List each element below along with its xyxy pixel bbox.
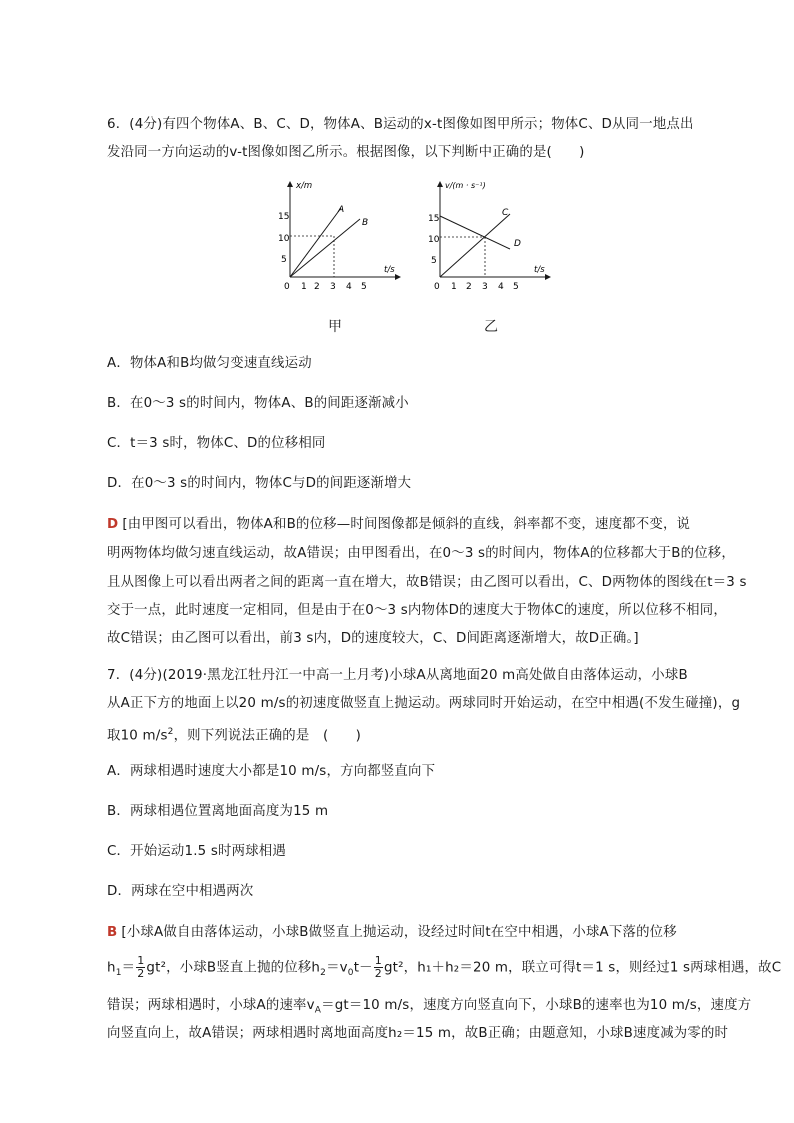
q7-stem-line1: 7．(4分)(2019·黑龙江牡丹江一中高一上月考)小球A从离地面20 m高处做自由落体运动，小球B — [107, 668, 688, 683]
jia-label-a: A — [338, 205, 345, 215]
jia-ytick-10: 10 — [278, 234, 290, 244]
q6-option-d: D．在0～3 s的时间内，物体C与D的间距逐渐增大 — [107, 476, 412, 491]
q6-explanation-line5: 故C错误；由乙图可以看出，前3 s内，D的速度较大，C、D间距离逐渐增大，故D正确。] — [107, 631, 639, 646]
jia-y-label: x/m — [296, 181, 313, 191]
q7-exp2-mid: gt²，小球B竖直上抛的位移h — [146, 960, 321, 976]
q7-frac-half-1: $\frac{1}{2}$ — [137, 954, 145, 980]
q7-exp2-sub2: 2 — [320, 968, 327, 979]
q7-stem-line2: 从A正下方的地面上以20 m/s的初速度做竖直上抛运动。两球同时开始运动，在空中相遇(不发生碰撞)，g — [107, 696, 741, 711]
q6-exp-text1: [由甲图可以看出，物体A和B的位移—时间图像都是倾斜的直线，斜率都不变，速度都不变，说 — [122, 517, 691, 532]
q6-explanation-line3: 且从图像上可以看出两者之间的距离一直在增大，故B错误；由乙图可以看出，C、D两物体的图线在t＝3 s — [107, 575, 747, 590]
q7-exp3-tail: ＝gt＝10 m/s，速度方向竖直向下，小球B的速率也为10 m/s，速度方 — [321, 998, 752, 1013]
q7-stem-line3 — [107, 724, 361, 744]
q7-stem3-pre: 取10 m/s — [107, 728, 168, 744]
q7-explanation-line3 — [107, 998, 751, 1019]
jia-label-b: B — [362, 218, 369, 228]
q7-exp3-sub: A — [314, 1005, 322, 1016]
jia-x-label: t/s — [384, 265, 395, 275]
q6-option-a: A．物体A和B均做匀变速直线运动 — [107, 356, 312, 371]
caption-yi: 乙 — [484, 319, 498, 335]
yi-ytick-5: 5 — [431, 256, 437, 266]
q7-exp2-mid3: t－ — [353, 960, 373, 976]
q7-explanation-line2 — [107, 955, 781, 981]
q6-stem-line2: 发沿同一方向运动的v-t图像如图乙所示。根据图像，以下判断中正确的是( ) — [107, 145, 585, 160]
q7-exp2-mid2: ＝v — [326, 960, 348, 976]
yi-label-c: C — [502, 208, 509, 218]
graph-yi — [418, 176, 553, 294]
yi-xtick-3: 3 — [482, 282, 488, 292]
q7-frac-half-2: $\frac{1}{2}$ — [374, 954, 382, 980]
jia-xtick-0: 0 — [284, 282, 290, 292]
q7-exp2-sub1: 1 — [115, 968, 122, 979]
jia-line-b — [290, 219, 360, 277]
q7-option-c: C．开始运动1.5 s时两球相遇 — [107, 844, 286, 859]
q7-answer-letter: B — [107, 925, 118, 940]
yi-ytick-15: 15 — [428, 214, 440, 224]
yi-x-label: t/s — [534, 265, 545, 275]
q6-option-b: B．在0～3 s的时间内，物体A、B的间距逐渐减小 — [107, 396, 409, 411]
q6-explanation-line2: 明两物体均做匀速直线运动，故A错误；由甲图看出，在0～3 s的时间内，物体A的位移都大于B的位移， — [107, 546, 735, 561]
q6-answer-letter: D — [107, 517, 119, 532]
yi-label-d: D — [514, 239, 521, 249]
q7-exp-text1: [小球A做自由落体运动，小球B做竖直上抛运动，设经过时间t在空中相遇，小球A下落的位移 — [121, 925, 677, 940]
yi-line-d — [440, 216, 510, 249]
yi-xtick-1: 1 — [451, 282, 457, 292]
q7-option-a: A．两球相遇时速度大小都是10 m/s，方向都竖直向下 — [107, 764, 436, 779]
caption-jia: 甲 — [328, 319, 342, 335]
jia-ytick-5: 5 — [281, 255, 287, 265]
yi-xtick-4: 4 — [498, 282, 504, 292]
q7-exp2-sub0: 0 — [347, 968, 354, 979]
q6-stem-line1: 6．(4分)有四个物体A、B、C、D，物体A、B运动的x-t图像如图甲所示；物体C、D从同一地点出 — [107, 117, 694, 132]
q7-exp2-eq: ＝ — [121, 960, 136, 976]
yi-y-label: v/(m · s⁻¹) — [445, 181, 486, 190]
q6-explanation-line1 — [107, 517, 690, 533]
yi-xtick-0: 0 — [434, 282, 440, 292]
q7-exp3-text: 错误；两球相遇时，小球A的速率v — [107, 998, 315, 1013]
yi-line-c — [440, 214, 510, 277]
jia-xtick-3: 3 — [330, 282, 336, 292]
q7-exp2-h1: h — [107, 960, 116, 976]
q6-option-c: C．t＝3 s时，物体C、D的位移相同 — [107, 436, 326, 451]
yi-ytick-10: 10 — [428, 235, 440, 245]
yi-xtick-5: 5 — [513, 282, 519, 292]
q7-option-b: B．两球相遇位置离地面高度为15 m — [107, 804, 329, 819]
graph-jia — [268, 176, 403, 294]
jia-xtick-1: 1 — [301, 282, 307, 292]
jia-xtick-2: 2 — [314, 282, 320, 292]
q7-stem3-sup: 2 — [167, 727, 174, 737]
q7-explanation-line1 — [107, 925, 677, 941]
q7-option-d: D．两球在空中相遇两次 — [107, 884, 254, 899]
jia-line-a — [290, 208, 341, 277]
q7-stem3-post: ，则下列说法正确的是 ( ) — [173, 728, 362, 744]
q7-explanation-line4: 向竖直向上，故A错误；两球相遇时离地面高度h₂＝15 m，故B正确；由题意知，小球B速度减为零的时 — [107, 1026, 729, 1041]
q7-exp2-tail: gt²，h₁＋h₂＝20 m，联立可得t＝1 s，则经过1 s两球相遇，故C — [383, 960, 782, 976]
q6-explanation-line4: 交于一点，此时速度一定相同，但是由于在0～3 s内物体D的速度大于物体C的速度，所以位移不相同， — [107, 603, 727, 618]
jia-xtick-4: 4 — [346, 282, 352, 292]
jia-ytick-15: 15 — [278, 212, 290, 222]
yi-xtick-2: 2 — [466, 282, 472, 292]
jia-xtick-5: 5 — [361, 282, 367, 292]
